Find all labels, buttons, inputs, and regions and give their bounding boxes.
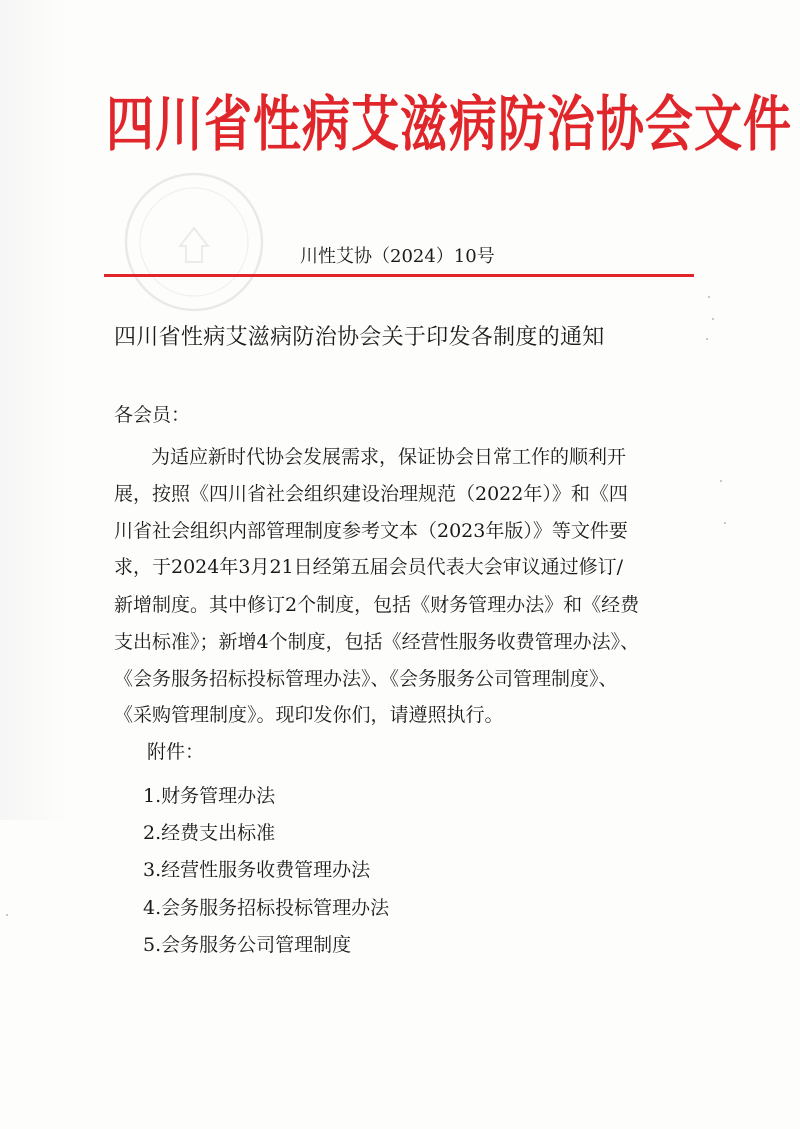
attachment-item: 3.经营性服务收费管理办法 [143, 859, 371, 881]
scan-speck [706, 338, 708, 340]
scan-speck [708, 296, 710, 298]
attachment-item: 4.会务服务招标投标管理办法 [143, 897, 390, 919]
body-line: 为适应新时代协会发展需求，保证协会日常工作的顺利开 [151, 446, 627, 468]
notice-title: 四川省性病艾滋病防治协会关于印发各制度的通知 [114, 325, 605, 350]
body-line: 新增制度。其中修订2个制度，包括《财务管理办法》和《经费 [114, 594, 640, 616]
red-divider-line [104, 274, 694, 277]
body-line: 展，按照《四川省社会组织建设治理规范（2022年）》和《四 [114, 483, 628, 505]
salutation: 各会员： [114, 404, 191, 426]
body-line: 支出标准》；新增4个制度，包括《经营性服务收费管理办法》、 [114, 631, 640, 653]
body-line: 《采购管理制度》。现印发你们，请遵照执行。 [114, 704, 504, 726]
body-line: 《会务服务招标投标管理办法》、《会务服务公司管理制度》、 [114, 668, 618, 690]
attachment-item: 2.经费支出标准 [143, 822, 276, 844]
body-line: 川省社会组织内部管理制度参考文本（2023年版）》等文件要 [114, 520, 628, 542]
scan-speck [724, 522, 726, 524]
attachment-item: 1.财务管理办法 [143, 785, 276, 807]
scan-speck [720, 480, 722, 482]
scan-speck [712, 318, 714, 320]
scan-speck [6, 914, 8, 916]
attachment-item: 5.会务服务公司管理制度 [143, 934, 352, 956]
body-line: 求，于2024年3月21日经第五届会员代表大会审议通过修订/ [114, 556, 624, 578]
faint-seal-stamp [118, 166, 270, 318]
attachments-label: 附件： [147, 741, 205, 763]
document-number: 川性艾协（2024）10号 [300, 246, 495, 267]
document-header-title: 四川省性病艾滋病防治协会文件 [106, 90, 793, 160]
scan-shadow [0, 0, 68, 820]
